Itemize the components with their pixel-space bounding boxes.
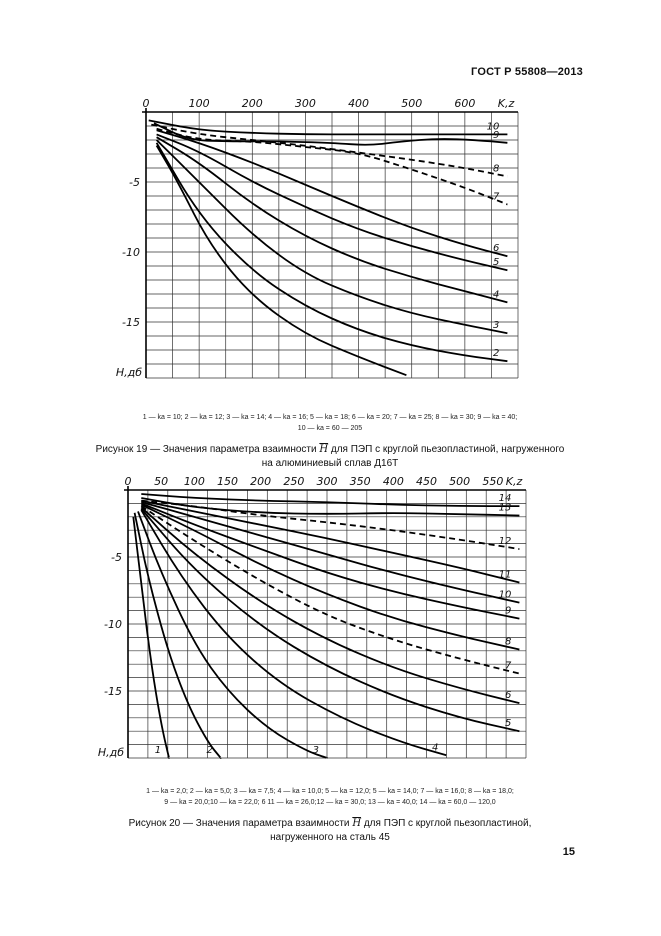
x-tick-label: 300 xyxy=(316,475,338,488)
x-tick-label: 500 xyxy=(401,97,423,110)
x-axis-unit-label: K,z xyxy=(505,475,523,488)
figure-20-caption-start: Рисунок 20 — Значения параметра взаимности xyxy=(128,818,350,829)
figure-20-caption-block xyxy=(70,786,590,845)
x-tick-label: 600 xyxy=(454,97,476,110)
curve-label: 7 xyxy=(492,191,500,203)
curve-label: 3 xyxy=(312,745,319,756)
h-symbol: $\overline{H}$ xyxy=(319,444,329,455)
x-tick-label: 400 xyxy=(348,97,370,110)
y-axis-unit-label: H,дб xyxy=(115,366,142,379)
curve-10 xyxy=(141,502,519,602)
figure-19-legend xyxy=(70,412,590,434)
y-tick-label: -10 xyxy=(104,618,122,631)
curve-unlabeled xyxy=(157,146,407,376)
curve-label: 13 xyxy=(498,502,512,514)
curve-label: 8 xyxy=(504,636,512,648)
figure-20-legend-line: 1 — ka = 2,0; 2 — ka = 5,0; 3 — ka = 7,5; 4 — ka = 10,0; 5 — ka = 12,0; 5 — ka = 14,0; 7 — ka = 16,0; 8 — ka = 18,0; xyxy=(146,788,514,795)
y-tick-label: -15 xyxy=(122,316,140,329)
curve-label: 9 xyxy=(492,129,500,141)
curve-label: 5 xyxy=(492,257,500,269)
curve-14 xyxy=(141,494,519,506)
figure-20-caption-end: для ПЭП с круглой пьезопластиной, xyxy=(363,818,532,829)
h-symbol: $\overline{H}$ xyxy=(352,818,362,829)
figure-19-legend-line: 10 — ka = 60 — 205 xyxy=(297,425,363,432)
figure-20-legend xyxy=(70,786,590,808)
curve-label: 9 xyxy=(504,605,512,617)
y-tick-label: -15 xyxy=(104,685,122,698)
document-header: ГОСТ Р 55808—2013 xyxy=(471,66,583,78)
figure-19-caption-start: Рисунок 19 — Значения параметра взаимности xyxy=(95,444,317,455)
curve-label: 1 xyxy=(154,745,162,756)
y-axis-unit-label: H,дб xyxy=(97,746,124,759)
y-tick-label: -10 xyxy=(122,246,140,259)
y-tick-label: -5 xyxy=(129,176,140,189)
x-tick-label: 0 xyxy=(124,475,132,488)
figure-19-caption-line2: на алюминиевый сплав Д16Т xyxy=(261,458,399,469)
curve-label: 3 xyxy=(492,320,500,332)
curve-5 xyxy=(141,509,519,731)
figure-20-caption-line2: нагруженного на сталь 45 xyxy=(270,832,390,843)
figure-19-legend-line: 1 — ka = 10; 2 — ka = 12; 3 — ka = 14; 4 — ka = 16; 5 — ka = 18; 6 — ka = 20; 7 — ka = 25; 8 — ka = 30; 9 — ka = 40; xyxy=(142,414,518,421)
x-tick-label: 0 xyxy=(142,97,150,110)
figure-19-caption-block xyxy=(70,412,590,471)
curve-label: 12 xyxy=(498,535,512,547)
x-tick-label: 400 xyxy=(382,475,404,488)
curve-label: 8 xyxy=(492,163,500,175)
figure-19-svg xyxy=(108,96,528,386)
figure-20-caption xyxy=(70,817,590,845)
x-tick-label: 150 xyxy=(217,475,238,488)
y-tick-label: -5 xyxy=(111,551,122,564)
figure-19-caption-end: для ПЭП с круглой пьезопластиной, нагруженного xyxy=(330,444,565,455)
x-tick-label: 50 xyxy=(154,475,169,488)
curve-label: 2 xyxy=(206,745,213,756)
curve-6 xyxy=(141,507,519,703)
x-tick-label: 100 xyxy=(188,97,210,110)
curve-label: 10 xyxy=(498,589,512,601)
curve-label: 11 xyxy=(498,569,512,581)
x-tick-label: 100 xyxy=(183,475,205,488)
x-tick-label: 200 xyxy=(241,97,263,110)
curve-label: 5 xyxy=(504,718,512,730)
curve-label: 4 xyxy=(432,742,439,754)
x-tick-label: 500 xyxy=(449,475,471,488)
x-tick-label: 350 xyxy=(349,475,371,488)
figure-20-svg xyxy=(90,474,535,764)
figure-19-caption xyxy=(70,443,590,471)
curve-label: 4 xyxy=(492,289,500,301)
figure-20-legend-line: 9 — ka = 20,0;10 — ka = 22,0; 6 11 — ka = 26,0;12 — ka = 30,0; 13 — ka = 40,0; 14 — ka = 60,0 — 120,0 xyxy=(164,799,496,806)
x-tick-label: 300 xyxy=(294,97,316,110)
curve-label: 14 xyxy=(498,493,512,505)
curve-3 xyxy=(138,511,327,758)
curve-9 xyxy=(141,503,519,618)
curve-10 xyxy=(149,120,508,134)
figure-19-chart xyxy=(108,96,528,386)
page-number: 15 xyxy=(562,846,575,858)
x-tick-label: 550 xyxy=(482,475,504,488)
x-tick-label: 200 xyxy=(250,475,272,488)
x-tick-label: 450 xyxy=(416,475,437,488)
curve-label: 7 xyxy=(504,660,512,672)
x-axis-unit-label: K,z xyxy=(497,97,515,110)
curve-label: 6 xyxy=(504,690,512,702)
curve-label: 6 xyxy=(492,243,500,255)
curve-label: 2 xyxy=(492,348,500,360)
figure-20-chart xyxy=(90,474,535,764)
curve-label: 10 xyxy=(486,121,500,133)
x-tick-label: 250 xyxy=(283,475,305,488)
